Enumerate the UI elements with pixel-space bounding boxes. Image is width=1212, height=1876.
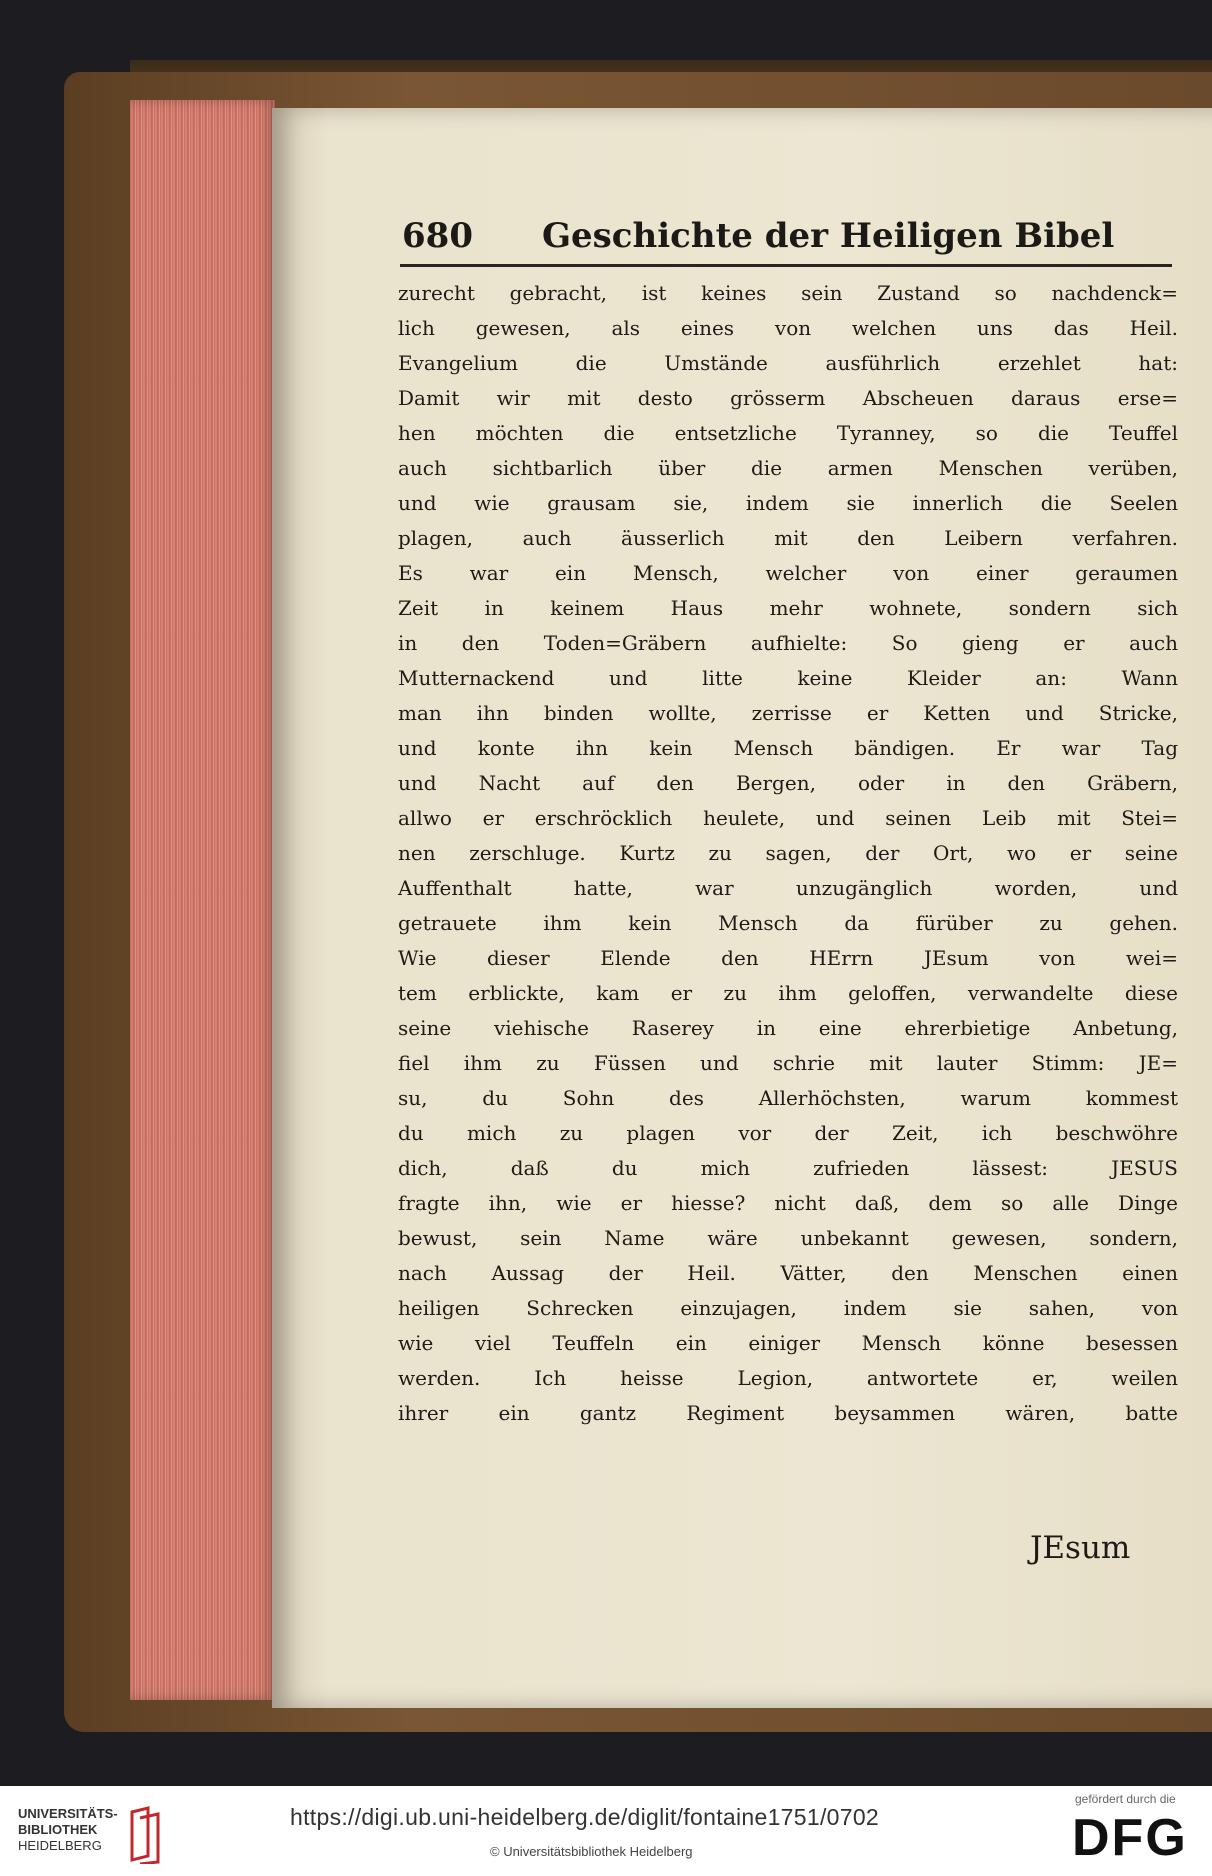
page-header (402, 216, 1172, 262)
library-logo-icon (126, 1806, 166, 1864)
text-line: du mich zu plagen vor der Zeit, ich beschwöhre (398, 1121, 1178, 1145)
text-line: plagen, auch äusserlich mit den Leibern verfahren. (398, 526, 1178, 550)
library-name-line3: HEIDELBERG (18, 1838, 102, 1853)
text-line: Wie dieser Elende den HErrn JEsum von wei= (398, 946, 1178, 970)
text-line: Es war ein Mensch, welcher von einer geraumen (398, 561, 1178, 585)
text-line: werden. Ich heisse Legion, antwortete er, weilen (398, 1366, 1178, 1390)
library-logo[interactable] (18, 1806, 168, 1866)
dfg-logo[interactable]: DFG (1072, 1809, 1188, 1867)
text-line: fiel ihm zu Füssen und schrie mit lauter Stimm: JE= (398, 1051, 1178, 1075)
permalink-url[interactable]: https://digi.ub.uni-heidelberg.de/diglit/fontaine1751/0702 (290, 1804, 879, 1830)
text-line: bewust, sein Name wäre unbekannt gewesen, sondern, (398, 1226, 1178, 1250)
text-line: nach Aussag der Heil. Vätter, den Menschen einen (398, 1261, 1178, 1285)
text-line: lich gewesen, als eines von welchen uns das Heil. (398, 316, 1178, 340)
viewer-footer (0, 1786, 1212, 1876)
text-line: dich, daß du mich zufrieden lässest: JESUS (398, 1156, 1178, 1180)
text-line: Evangelium die Umstände ausführlich erzehlet hat: (398, 351, 1178, 375)
text-line: ihrer ein gantz Regiment beysammen wären, batte (398, 1401, 1178, 1425)
page-edges (130, 100, 275, 1700)
catchword: JEsum (1030, 1530, 1131, 1566)
text-line: und wie grausam sie, indem sie innerlich die Seelen (398, 491, 1178, 515)
text-line: su, du Sohn des Allerhöchsten, warum kommest (398, 1086, 1178, 1110)
page-number: 680 (402, 216, 473, 256)
text-line: Auffenthalt hatte, war unzugänglich worden, und (398, 876, 1178, 900)
header-rule (400, 264, 1172, 267)
text-line: in den Toden=Gräbern aufhielte: So gieng er auch (398, 631, 1178, 655)
text-line: zurecht gebracht, ist keines sein Zustand so nachdenck= (398, 281, 1178, 305)
library-name-line1: UNIVERSITÄTS- (18, 1806, 118, 1821)
library-name-line2: BIBLIOTHEK (18, 1822, 98, 1837)
text-line: getrauete ihm kein Mensch da fürüber zu gehen. (398, 911, 1178, 935)
text-line: Mutternackend und litte keine Kleider an: Wann (398, 666, 1178, 690)
running-title: Geschichte der Heiligen Bibel (542, 216, 1115, 256)
text-line: allwo er erschröcklich heulete, und seinen Leib mit Stei= (398, 806, 1178, 830)
text-line: Zeit in keinem Haus mehr wohnete, sondern sich (398, 596, 1178, 620)
text-line: nen zerschluge. Kurtz zu sagen, der Ort, wo er seine (398, 841, 1178, 865)
text-line: hen möchten die entsetzliche Tyranney, so die Teuffel (398, 421, 1178, 445)
text-line: Damit wir mit desto grösserm Abscheuen daraus erse= (398, 386, 1178, 410)
text-line: und Nacht auf den Bergen, oder in den Gräbern, (398, 771, 1178, 795)
text-line: man ihn binden wollte, zerrisse er Ketten und Stricke, (398, 701, 1178, 725)
text-line: tem erblickte, kam er zu ihm geloffen, verwandelte diese (398, 981, 1178, 1005)
text-line: auch sichtbarlich über die armen Menschen verüben, (398, 456, 1178, 480)
copyright-notice: © Universitätsbibliothek Heidelberg (490, 1844, 693, 1859)
text-line: und konte ihn kein Mensch bändigen. Er war Tag (398, 736, 1178, 760)
text-line: seine viehische Raserey in eine ehrerbietige Anbetung, (398, 1016, 1178, 1040)
body-text (398, 276, 1178, 1431)
text-line: wie viel Teuffeln ein einiger Mensch könne besessen (398, 1331, 1178, 1355)
text-line: heiligen Schrecken einzujagen, indem sie sahen, von (398, 1296, 1178, 1320)
funding-note: gefördert durch die (1075, 1792, 1176, 1806)
text-line: fragte ihn, wie er hiesse? nicht daß, dem so alle Dinge (398, 1191, 1178, 1215)
